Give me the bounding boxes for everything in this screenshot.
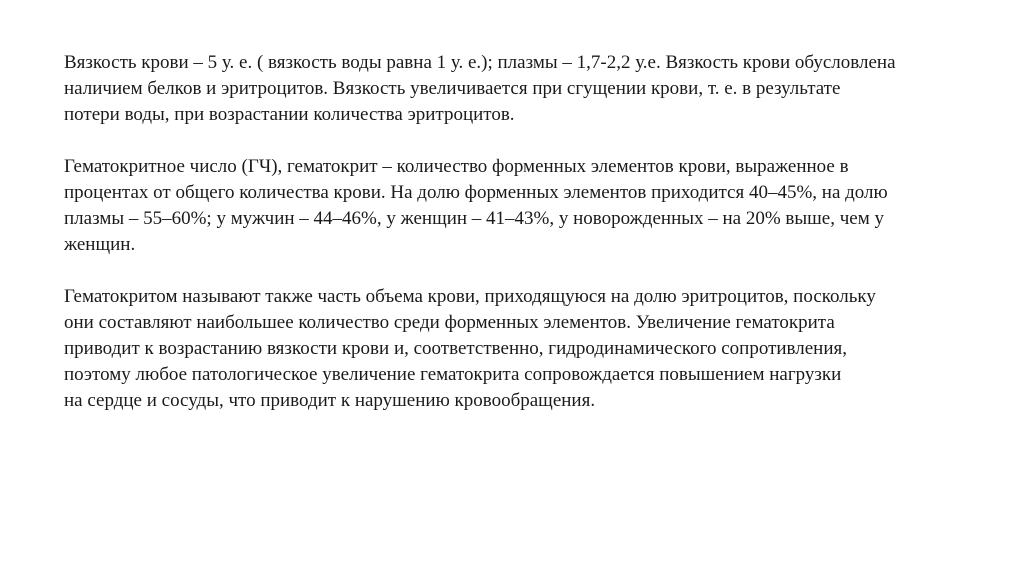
text-line: приводит к возрастанию вязкости крови и, соответственно, гидродинамического сопротивления, xyxy=(64,338,848,359)
text-line: Гематокритом называют также часть объема крови, приходящуюся на долю эритроцитов, поскольку xyxy=(64,286,876,307)
text-line: Гематокритное число (ГЧ), гематокрит – количество форменных элементов крови, выраженное в xyxy=(64,156,849,177)
paragraph-hematocrit-definition xyxy=(64,284,1014,414)
text-line: женщин. xyxy=(64,234,136,255)
text-line: процентах от общего количества крови. На долю форменных элементов приходится 40–45%, на долю xyxy=(64,182,888,203)
text-line: на сердце и сосуды, что приводит к нарушению кровообращения. xyxy=(64,390,596,411)
text-line: они составляют наибольшее количество среди форменных элементов. Увеличение гематокрита xyxy=(64,312,835,333)
paragraph-hematocrit-number xyxy=(64,154,1014,258)
slide-text-body xyxy=(64,50,1014,440)
text-line: поэтому любое патологическое увеличение гематокрита сопровождается повышением нагрузки xyxy=(64,364,842,385)
text-line: плазмы – 55–60%; у мужчин – 44–46%, у женщин – 41–43%, у новорожденных – на 20% выше, чем у xyxy=(64,208,884,229)
paragraph-blood-viscosity xyxy=(64,50,1014,128)
text-line: наличием белков и эритроцитов. Вязкость увеличивается при сгущении крови, т. е. в результате xyxy=(64,78,841,99)
text-line: потери воды, при возрастании количества эритроцитов. xyxy=(64,104,515,125)
text-line: Вязкость крови – 5 у. е. ( вязкость воды равна 1 у. е.); плазмы – 1,7-2,2 у.е. Вязкость крови обусловлена xyxy=(64,52,896,73)
